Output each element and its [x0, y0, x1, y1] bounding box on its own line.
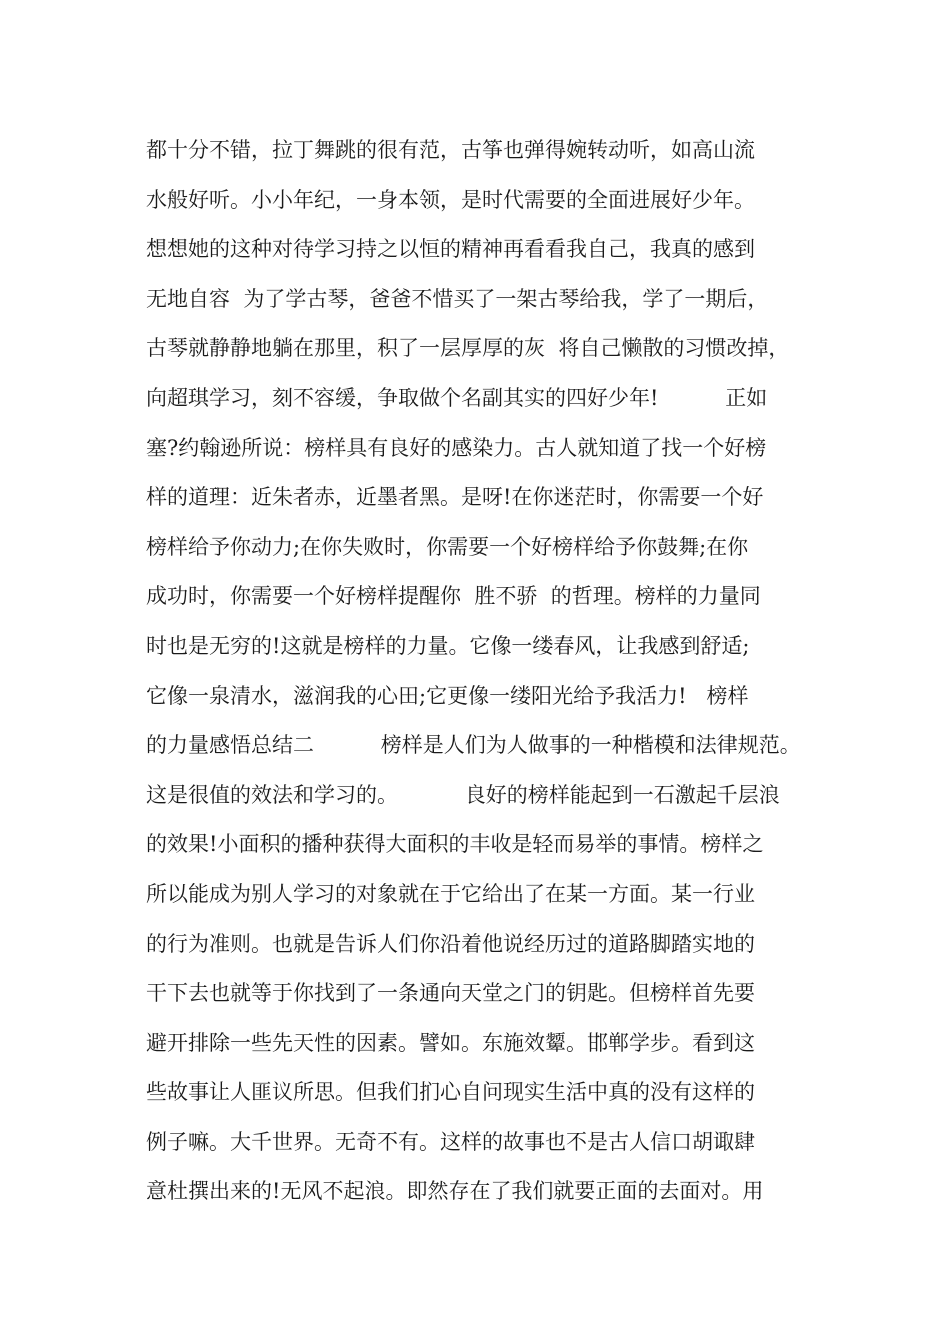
- text-line: 的力量感悟总结二 榜样是人们为人做事的一种楷模和法律规范。: [146, 733, 801, 758]
- text-line: 干下去也就等于你找到了一条通向天堂之门的钥匙。但榜样首先要: [146, 981, 755, 1006]
- text-line: 些故事让人匪议所思。但我们扪心自问现实生活中真的没有这样的: [146, 1080, 755, 1105]
- text-line: 想想她的这种对待学习持之以恒的精神再看看我自己，我真的感到: [146, 237, 755, 262]
- text-line: 榜样给予你动力;在你失败时，你需要一个好榜样给予你鼓舞;在你: [146, 534, 749, 559]
- text-line: 的效果!小面积的播种获得大面积的丰收是轻而易举的事情。榜样之: [146, 832, 764, 857]
- text-line: 时也是无穷的!这就是榜样的力量。它像一缕春风，让我感到舒适;: [146, 633, 750, 658]
- text-line: 意杜撰出来的!无风不起浪。即然存在了我们就要正面的去面对。用: [146, 1179, 764, 1204]
- text-line: 例子嘛。大千世界。无奇不有。这样的故事也不是古人信口胡诹肆: [146, 1129, 755, 1154]
- text-line: 古琴就静静地躺在那里，积了一层厚厚的灰 将自己懒散的习惯改掉，: [146, 336, 790, 361]
- text-line: 它像一泉清水，滋润我的心田;它更像一缕阳光给予我活力! 榜样: [146, 683, 749, 708]
- text-line: 成功时，你需要一个好榜样提醒你 胜不骄 的哲理。榜样的力量同: [146, 584, 761, 609]
- text-line: 样的道理：近朱者赤，近墨者黑。是呀!在你迷茫时，你需要一个好: [146, 485, 764, 510]
- text-line: 水般好听。小小年纪，一身本领，是时代需要的全面进展好少年。: [146, 187, 755, 212]
- text-line: 都十分不错，拉丁舞跳的很有范，古筝也弹得婉转动听，如高山流: [146, 138, 755, 162]
- text-line: 避开排除一些先天性的因素。譬如。东施效颦。邯郸学步。看到这: [146, 1030, 755, 1055]
- text-line: 向超琪学习，刻不容缓，争取做个名副其实的四好少年! 正如: [146, 385, 768, 410]
- text-line: 所以能成为别人学习的对象就在于它给出了在某一方面。某一行业: [146, 881, 755, 906]
- text-line: 塞?约翰逊所说：榜样具有良好的感染力。古人就知道了找一个好榜: [146, 435, 767, 460]
- body-text: [146, 126, 836, 1217]
- text-line: 这是很值的效法和学习的。 良好的榜样能起到一石激起千层浪: [146, 782, 780, 807]
- text-line: 的行为准则。也就是告诉人们你沿着他说经历过的道路脚踏实地的: [146, 931, 755, 956]
- text-line: 无地自容 为了学古琴，爸爸不惜买了一架古琴给我，学了一期后，: [146, 286, 769, 311]
